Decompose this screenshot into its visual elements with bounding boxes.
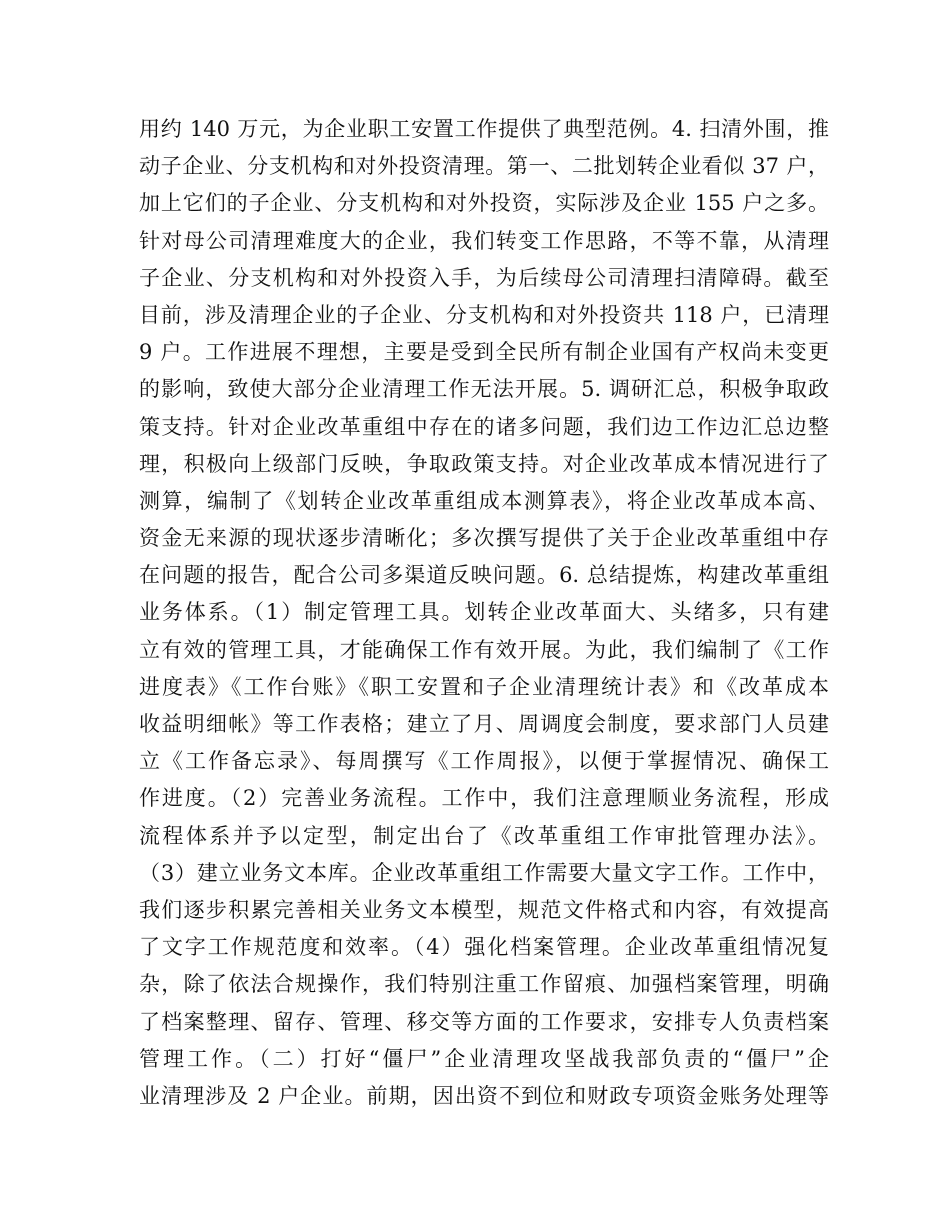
text-line: 业清理涉及 2 户企业。前期，因出资不到位和财政专项资金账务处理等 (139, 1083, 829, 1108)
text-line: 测算，编制了《划转企业改革重组成本测算表》，将企业改革成本高、 (139, 488, 829, 513)
text-line: 的影响，致使大部分企业清理工作无法开展。5. 调研汇总，积极争取政 (139, 377, 829, 402)
text-line: 加上它们的子企业、分支机构和对外投资，实际涉及企业 155 户之多。 (139, 191, 829, 216)
text-line: 动子企业、分支机构和对外投资清理。第一、二批划转企业看似 37 户， (139, 154, 829, 179)
text-line: 目前，涉及清理企业的子企业、分支机构和对外投资共 118 户，已清理 (139, 302, 829, 327)
text-line: 策支持。针对企业改革重组中存在的诸多问题，我们边工作边汇总边整 (139, 414, 829, 439)
text-line: 管理工作。（二）打好“僵尸”企业清理攻坚战我部负责的“僵尸”企 (139, 1046, 829, 1071)
text-line: 我们逐步积累完善相关业务文本模型，规范文件格式和内容，有效提高 (139, 897, 829, 922)
text-line: 9 户。工作进展不理想，主要是受到全民所有制企业国有产权尚未变更 (139, 340, 829, 365)
text-line: 收益明细帐》等工作表格；建立了月、周调度会制度，要求部门人员建 (139, 712, 829, 736)
text-line: 了文字工作规范度和效率。（4）强化档案管理。企业改革重组情况复 (139, 935, 829, 960)
text-line: 子企业、分支机构和对外投资入手，为后续母公司清理扫清障碍。截至 (139, 265, 829, 290)
text-line: （3）建立业务文本库。企业改革重组工作需要大量文字工作。工作中， (139, 860, 829, 885)
text-line: 杂，除了依法合规操作，我们特别注重工作留痕、加强档案管理，明确 (139, 972, 829, 997)
text-line: 作进度。（2）完善业务流程。工作中，我们注意理顺业务流程，形成 (139, 786, 829, 811)
body-text (139, 111, 829, 1115)
text-line: 在问题的报告，配合公司多渠道反映问题。6. 总结提炼，构建改革重组 (139, 563, 829, 588)
text-line: 进度表》《工作台账》《职工安置和子企业清理统计表》和《改革成本 (139, 674, 829, 699)
text-line: 流程体系并予以定型，制定出台了《改革重组工作审批管理办法》。 (139, 823, 829, 848)
text-line: 理，积极向上级部门反映，争取政策支持。对企业改革成本情况进行了 (139, 451, 829, 476)
text-line: 用约 140 万元，为企业职工安置工作提供了典型范例。4. 扫清外围，推 (139, 117, 829, 141)
text-line: 资金无来源的现状逐步清晰化；多次撰写提供了关于企业改革重组中存 (139, 526, 829, 551)
text-line: 了档案整理、留存、管理、移交等方面的工作要求，安排专人负责档案 (139, 1009, 829, 1034)
text-line: 业务体系。（1）制定管理工具。划转企业改革面大、头绪多，只有建 (139, 600, 829, 625)
text-line: 针对母公司清理难度大的企业，我们转变工作思路，不等不靠，从清理 (139, 228, 829, 253)
text-line: 立有效的管理工具，才能确保工作有效开展。为此，我们编制了《工作 (139, 637, 829, 662)
text-line: 立《工作备忘录》、每周撰写《工作周报》，以便于掌握情况、确保工 (139, 749, 829, 774)
